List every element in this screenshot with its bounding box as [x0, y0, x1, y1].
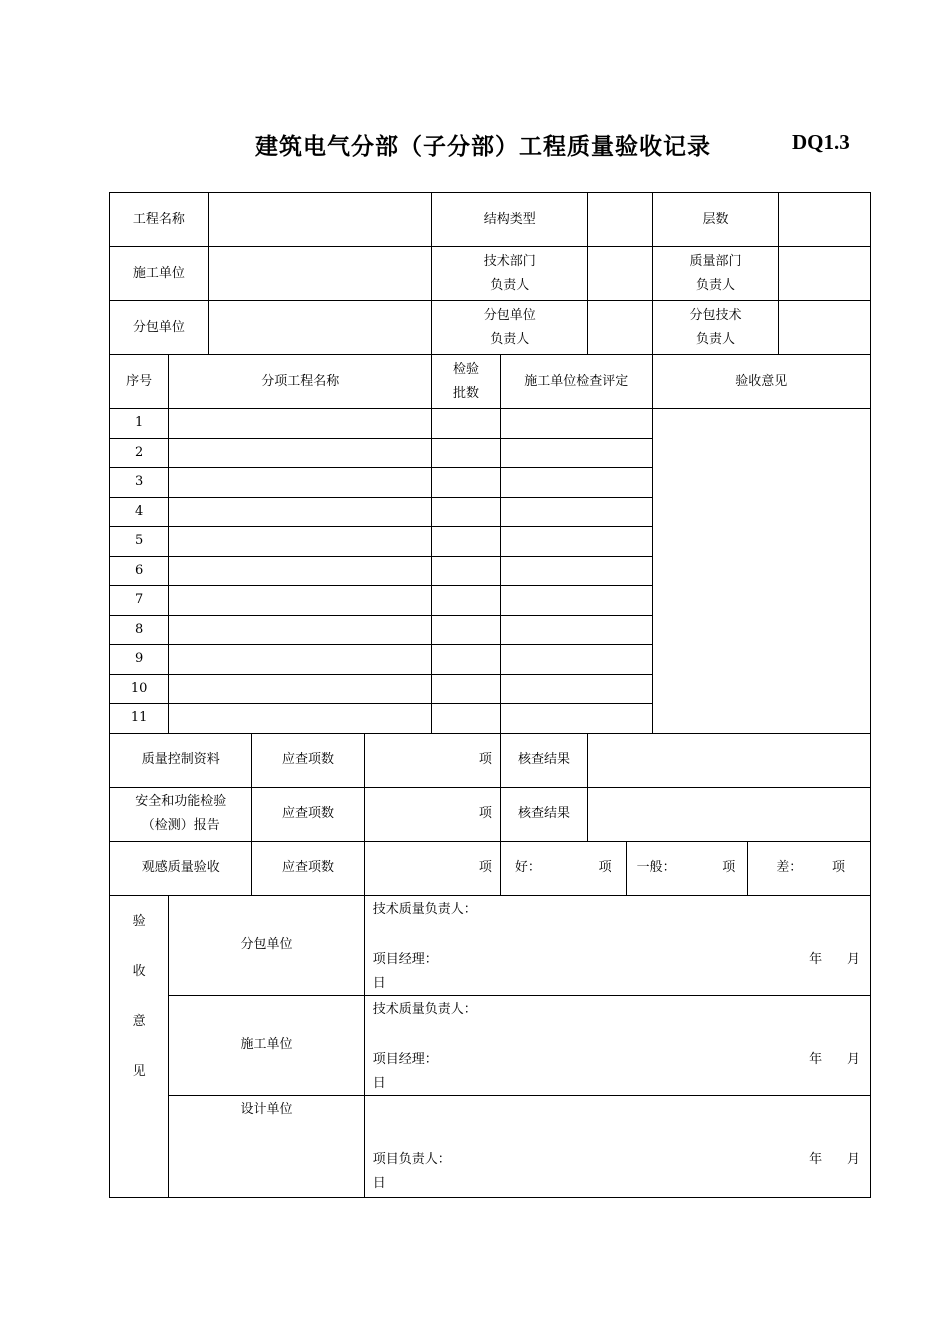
- project-name-value[interactable]: [208, 193, 432, 247]
- construction-unit-label: 施工单位: [110, 247, 209, 301]
- date-year-month: [809, 1148, 860, 1172]
- year-label: 年: [809, 951, 823, 967]
- document-title: 建筑电气分部（子分部）工程质量验收记录: [255, 134, 711, 160]
- construction-eval-cell[interactable]: [500, 497, 652, 527]
- month-label: 月: [846, 1051, 860, 1067]
- construction-eval-cell[interactable]: [500, 409, 652, 439]
- batch-count-cell[interactable]: [432, 438, 501, 468]
- batch-count-cell[interactable]: [432, 674, 501, 704]
- row-number: 6: [110, 556, 169, 586]
- batch-count-cell[interactable]: [432, 556, 501, 586]
- item-name-cell[interactable]: [169, 615, 432, 645]
- item-unit: 项: [598, 860, 612, 875]
- day-label: 日: [372, 975, 386, 991]
- sub-unit-head-line1: 分包单位: [483, 307, 536, 323]
- row-number: 11: [110, 704, 169, 734]
- row-number: 5: [110, 527, 169, 557]
- batch-count-cell[interactable]: [432, 527, 501, 557]
- construction-eval-cell[interactable]: [500, 704, 652, 734]
- item-name-cell[interactable]: [169, 497, 432, 527]
- batch-count-line2: 批数: [453, 385, 480, 401]
- safety-label-line2: （检测）报告: [141, 818, 220, 833]
- acceptance-opinion-vertical-label: [110, 895, 169, 1197]
- sub-unit-head-line2: 负责人: [490, 331, 530, 347]
- vertical-char: 意: [132, 1013, 146, 1029]
- batch-count-cell[interactable]: [432, 409, 501, 439]
- item-name-cell[interactable]: [169, 438, 432, 468]
- row-number: 9: [110, 645, 169, 675]
- project-head-label: 项目负责人：: [372, 1151, 451, 1167]
- day-label: 日: [372, 1175, 386, 1191]
- construction-unit-sign-label: 施工单位: [169, 995, 364, 1095]
- quality-dept-head-label: [652, 247, 779, 301]
- tech-quality-head-label: 技术质量负责人：: [372, 1001, 477, 1017]
- sub-tech-head-line1: 分包技术: [689, 307, 742, 323]
- vertical-char: 见: [132, 1063, 146, 1079]
- quality-dept-head-value[interactable]: [779, 247, 871, 301]
- date-year-month: [809, 1048, 860, 1072]
- construction-eval-cell[interactable]: [500, 438, 652, 468]
- item-name-cell[interactable]: [169, 645, 432, 675]
- safety-function-report-label: [110, 787, 252, 841]
- sub-unit-sign-label: 分包单位: [169, 895, 364, 995]
- subcontract-unit-value[interactable]: [208, 301, 432, 355]
- normal-label: 一般：: [636, 860, 676, 875]
- construction-eval-cell[interactable]: [500, 674, 652, 704]
- batch-count-cell[interactable]: [432, 645, 501, 675]
- quality-dept-line2: 负责人: [696, 277, 736, 293]
- row-number: 10: [110, 674, 169, 704]
- row-number: 7: [110, 586, 169, 616]
- tech-dept-head-label: [432, 247, 588, 301]
- item-unit: 项: [478, 806, 492, 821]
- month-label: 月: [846, 1151, 860, 1167]
- item-unit: 项: [478, 860, 492, 875]
- row-number: 8: [110, 615, 169, 645]
- sub-tech-head-value[interactable]: [779, 301, 871, 355]
- item-name-cell[interactable]: [169, 468, 432, 498]
- batch-count-cell[interactable]: [432, 615, 501, 645]
- should-check-label: 应查项数: [252, 733, 364, 787]
- row-number: 1: [110, 409, 169, 439]
- row-number: 4: [110, 497, 169, 527]
- design-unit-sign-label: 设计单位: [169, 1095, 364, 1197]
- acceptance-opinion-cell[interactable]: [652, 409, 870, 734]
- batch-count-cell[interactable]: [432, 586, 501, 616]
- item-name-cell[interactable]: [169, 674, 432, 704]
- check-result-value[interactable]: [588, 787, 871, 841]
- date-year-month: [809, 948, 860, 972]
- sub-tech-head-line2: 负责人: [696, 331, 736, 347]
- acceptance-record-table: [109, 192, 871, 1198]
- project-manager-label: 项目经理：: [372, 1051, 438, 1067]
- month-label: 月: [846, 951, 860, 967]
- item-name-cell[interactable]: [169, 527, 432, 557]
- construction-eval-cell[interactable]: [500, 468, 652, 498]
- construction-unit-sign-area[interactable]: [364, 995, 870, 1095]
- document-code: DQ1.3: [792, 130, 850, 154]
- vertical-char: 验: [132, 913, 146, 929]
- quality-dept-line1: 质量部门: [689, 253, 742, 269]
- check-result-label: 核查结果: [500, 787, 587, 841]
- should-check-label: 应查项数: [252, 841, 364, 895]
- good-label: 好：: [514, 860, 541, 875]
- year-label: 年: [809, 1151, 823, 1167]
- construction-eval-cell[interactable]: [500, 615, 652, 645]
- item-name-header: 分项工程名称: [169, 355, 432, 409]
- item-name-cell[interactable]: [169, 409, 432, 439]
- check-result-value[interactable]: [588, 733, 871, 787]
- item-name-cell[interactable]: [169, 556, 432, 586]
- should-check-label: 应查项数: [252, 787, 364, 841]
- structure-type-label: 结构类型: [432, 193, 588, 247]
- batch-count-cell[interactable]: [432, 468, 501, 498]
- tech-dept-line2: 负责人: [490, 277, 530, 293]
- acceptance-opinion-header: 验收意见: [652, 355, 870, 409]
- day-label: 日: [372, 1075, 386, 1091]
- floors-label: 层数: [652, 193, 779, 247]
- item-count-cell[interactable]: [364, 733, 500, 787]
- appearance-quality-label: 观感质量验收: [110, 841, 252, 895]
- construction-eval-cell[interactable]: [500, 586, 652, 616]
- item-unit: 项: [831, 860, 845, 875]
- construction-eval-cell[interactable]: [500, 645, 652, 675]
- structure-type-value[interactable]: [588, 193, 652, 247]
- sub-unit-sign-area[interactable]: [364, 895, 870, 995]
- item-name-cell[interactable]: [169, 704, 432, 734]
- row-number: 3: [110, 468, 169, 498]
- sub-unit-head-value[interactable]: [588, 301, 652, 355]
- construction-unit-value[interactable]: [208, 247, 432, 301]
- design-unit-sign-area[interactable]: [364, 1095, 870, 1197]
- item-count-cell[interactable]: [364, 787, 500, 841]
- floors-value[interactable]: [779, 193, 871, 247]
- item-unit: 项: [478, 752, 492, 767]
- batch-count-cell[interactable]: [432, 704, 501, 734]
- project-name-label: 工程名称: [110, 193, 209, 247]
- poor-count-cell[interactable]: [748, 841, 871, 895]
- good-count-cell[interactable]: [500, 841, 626, 895]
- construction-eval-header: 施工单位检查评定: [500, 355, 652, 409]
- subcontract-unit-label: 分包单位: [110, 301, 209, 355]
- quality-control-data-label: 质量控制资料: [110, 733, 252, 787]
- year-label: 年: [809, 1051, 823, 1067]
- seq-header: 序号: [110, 355, 169, 409]
- normal-count-cell[interactable]: [626, 841, 748, 895]
- sub-tech-head-label: [652, 301, 779, 355]
- item-count-cell[interactable]: [364, 841, 500, 895]
- item-unit: 项: [722, 860, 736, 875]
- construction-eval-cell[interactable]: [500, 527, 652, 557]
- item-name-cell[interactable]: [169, 586, 432, 616]
- batch-count-line1: 检验: [453, 361, 480, 377]
- batch-count-cell[interactable]: [432, 497, 501, 527]
- tech-dept-line1: 技术部门: [483, 253, 536, 269]
- sub-unit-head-label: [432, 301, 588, 355]
- tech-dept-head-value[interactable]: [588, 247, 652, 301]
- project-manager-label: 项目经理：: [372, 951, 438, 967]
- row-number: 2: [110, 438, 169, 468]
- construction-eval-cell[interactable]: [500, 556, 652, 586]
- safety-label-line1: 安全和功能检验: [135, 794, 227, 809]
- poor-label: 差：: [776, 860, 803, 875]
- vertical-char: 收: [132, 963, 146, 979]
- batch-count-header: [432, 355, 501, 409]
- check-result-label: 核查结果: [500, 733, 587, 787]
- tech-quality-head-label: 技术质量负责人：: [372, 901, 477, 917]
